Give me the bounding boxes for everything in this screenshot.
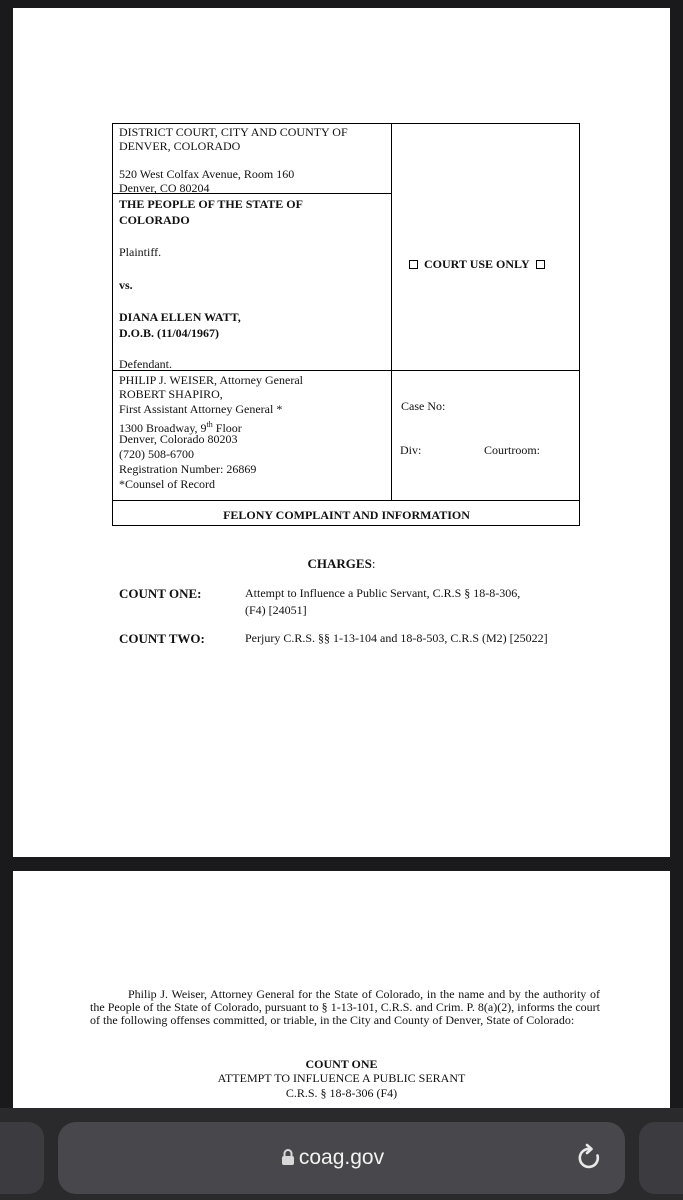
court-address-line2: Denver, CO 80204 bbox=[119, 181, 210, 195]
address-bar[interactable] bbox=[58, 1122, 625, 1194]
count-one-title: ATTEMPT TO INFLUENCE A PUBLIC SERANT bbox=[217, 1071, 466, 1085]
checkbox-icon bbox=[536, 260, 545, 269]
defendant-role: Defendant. bbox=[119, 357, 172, 371]
attorney-line: PHILIP J. WEISER, Attorney General bbox=[119, 373, 303, 387]
attorney-address-line: 1300 Broadway, 9th Floor bbox=[119, 420, 242, 435]
url-text[interactable]: coag.gov bbox=[298, 1146, 385, 1169]
court-name-line2: DENVER, COLORADO bbox=[119, 139, 241, 153]
document-page-1 bbox=[13, 8, 670, 857]
case-no-label: Case No: bbox=[401, 399, 446, 413]
plaintiff-role: Plaintiff. bbox=[119, 245, 162, 259]
count-two-label: COUNT TWO: bbox=[119, 631, 205, 646]
court-name-line1: DISTRICT COURT, CITY AND COUNTY OF bbox=[119, 125, 348, 139]
court-use-only: COURT USE ONLY bbox=[409, 257, 545, 272]
reload-icon[interactable] bbox=[576, 1143, 604, 1173]
next-tab-pill[interactable] bbox=[639, 1122, 683, 1194]
attorney-line: First Assistant Attorney General * bbox=[119, 402, 283, 416]
plaintiff-line1: THE PEOPLE OF THE STATE OF bbox=[119, 197, 303, 211]
attorney-line: ROBERT SHAPIRO, bbox=[119, 387, 223, 401]
count-one-heading: COUNT ONE bbox=[305, 1057, 378, 1071]
checkbox-icon bbox=[409, 260, 418, 269]
previous-tab-pill[interactable] bbox=[0, 1122, 44, 1194]
court-address-line1: 520 West Colfax Avenue, Room 160 bbox=[119, 167, 295, 181]
document-page-2 bbox=[13, 871, 670, 1131]
attorney-line: Registration Number: 26869 bbox=[119, 462, 257, 476]
attorney-line: (720) 508-6700 bbox=[119, 447, 194, 461]
versus: vs. bbox=[119, 278, 133, 292]
count-two-text: Perjury C.R.S. §§ 1-13-104 and 18-8-503, C.R.S (M2) [25022] bbox=[245, 631, 548, 645]
plaintiff-line2: COLORADO bbox=[119, 213, 190, 227]
count-one-label: COUNT ONE: bbox=[119, 586, 202, 601]
document-title: FELONY COMPLAINT AND INFORMATION bbox=[223, 508, 470, 522]
attorney-line: *Counsel of Record bbox=[119, 477, 215, 491]
div-label: Div: bbox=[400, 443, 422, 457]
count-one-statute: C.R.S. § 18-8-306 (F4) bbox=[285, 1086, 398, 1100]
count-one-text: Attempt to Influence a Public Servant, C.R.S § 18-8-306, (F4) [24051] bbox=[245, 586, 521, 617]
charges-heading: CHARGES: bbox=[307, 556, 376, 571]
defendant-dob: D.O.B. (11/04/1967) bbox=[119, 326, 220, 340]
information-paragraph: Philip J. Weiser, Attorney General for the State of Colorado, in the name and by the authority of the People of the State of Colorado, pursuant to § 1-13-101, C.R.S. and Crim. P. 8(a)(2), informs the court of the following offenses committed, or triable, in the City and County of Denver, State of Colorado: bbox=[90, 987, 600, 1027]
browser-bottom-bar bbox=[0, 1108, 683, 1200]
caption-table bbox=[112, 123, 580, 526]
courtroom-label: Courtroom: bbox=[484, 443, 540, 457]
attorney-line: Denver, Colorado 80203 bbox=[119, 432, 238, 446]
defendant-name: DIANA ELLEN WATT, bbox=[119, 310, 241, 324]
